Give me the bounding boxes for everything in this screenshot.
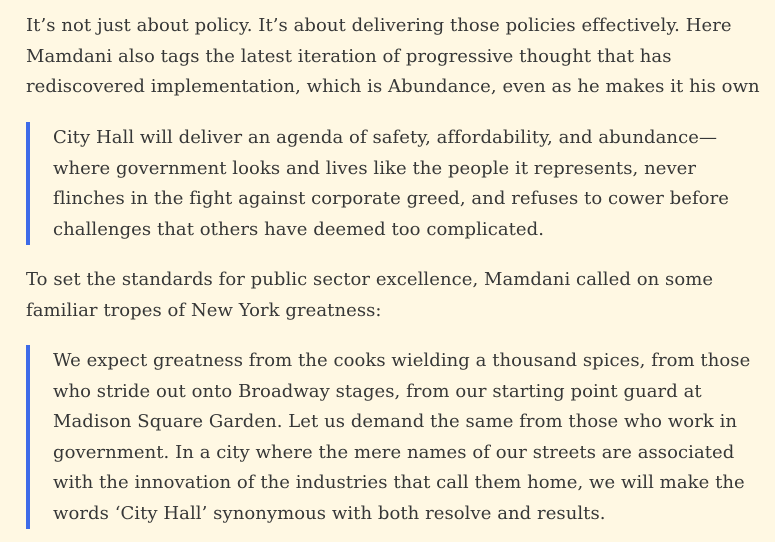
paragraph-policy-delivery: It’s not just about policy. It’s about delivering those policies effectively. Here Mamdani also tags the latest iteration of progressive thought that has rediscovered implementation, which is Abundance, even as he makes it his own [26,15,760,97]
blockquote-city-hall-agenda [26,122,771,245]
quote-text-greatness: We expect greatness from the cooks wielding a thousand spices, from those who stride out onto Broadway stages, from our starting point guard at Madison Square Garden. Let us demand the same from those who work in government. In a city where the mere names of our streets are associated with the innovation of the industries that call them home, we will make the words ‘City Hall’ synonymous with both resolve and results. [53,350,751,524]
paragraph-public-sector-excellence: To set the standards for public sector excellence, Mamdani called on some familiar tropes of New York greatness: [26,269,714,321]
blockquote-new-york-greatness [26,345,771,529]
quote-text-agenda: City Hall will deliver an agenda of safety, affordability, and abundance—where government looks and lives like the people it represents, never flinches in the fight against corporate greed, and refuses to cower before challenges that others have deemed too complicated. [53,127,729,240]
